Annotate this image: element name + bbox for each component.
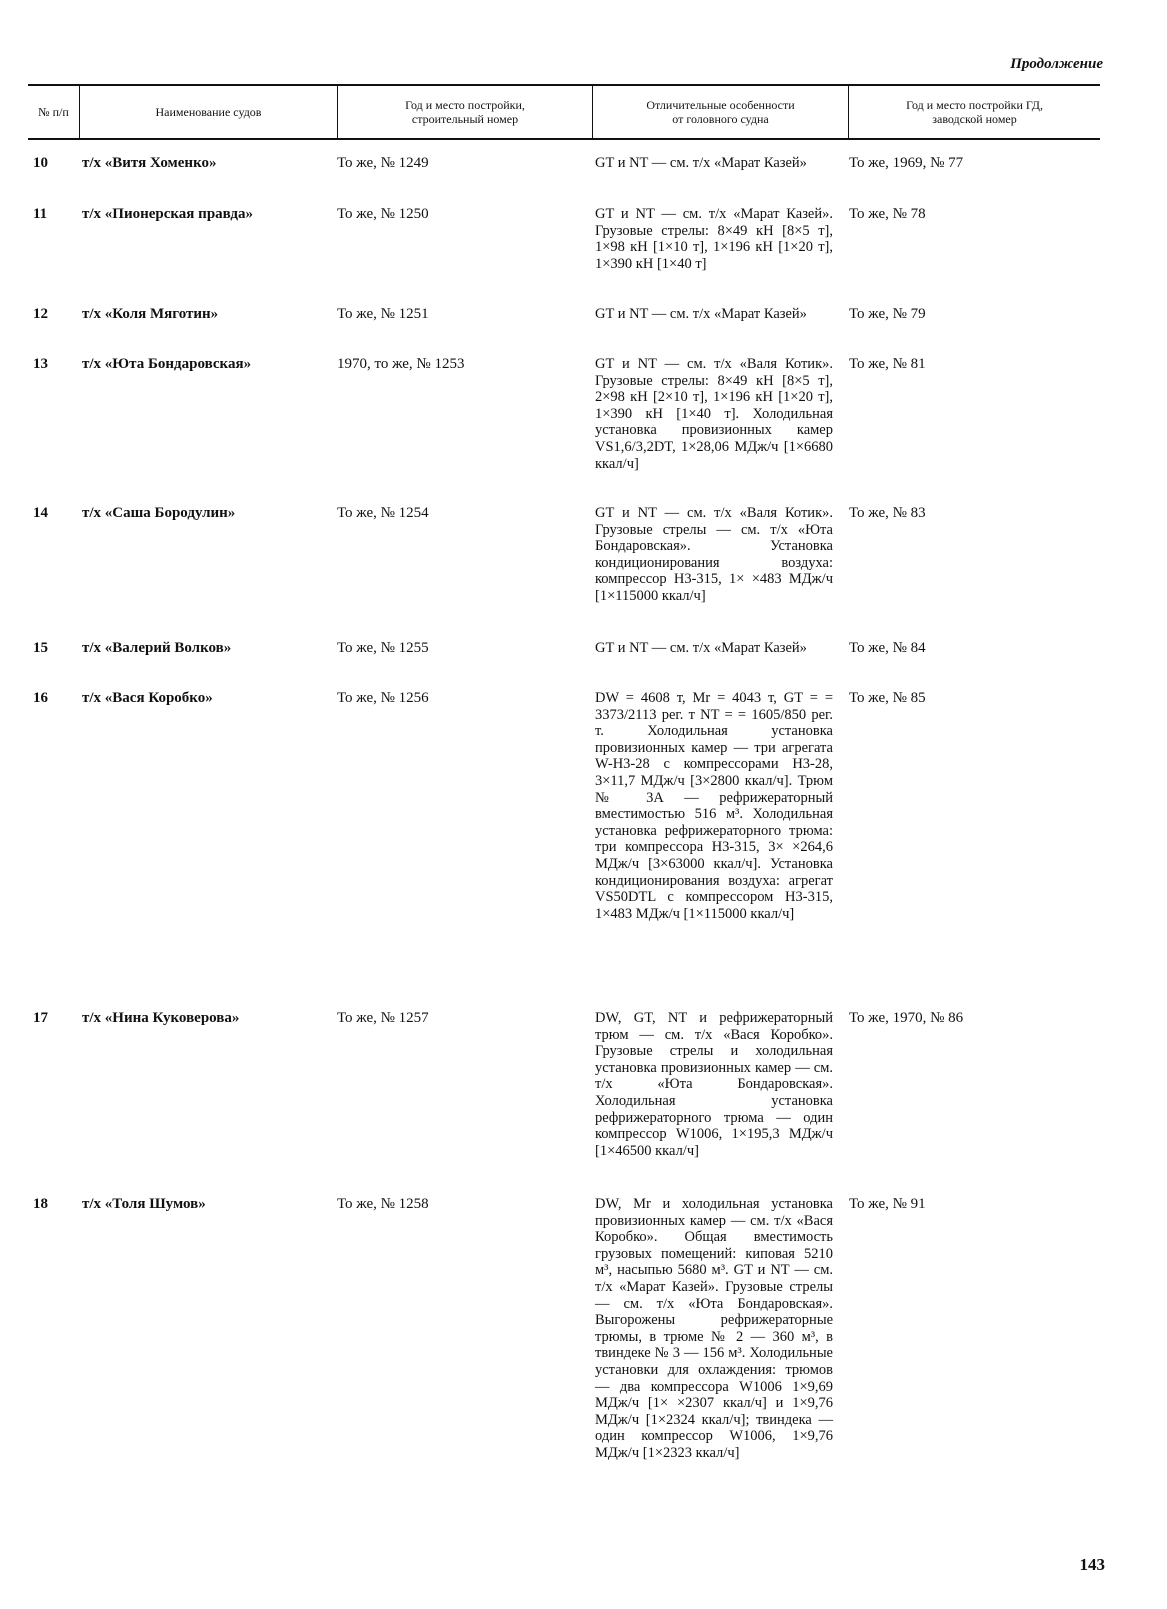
features-text: GT и NT — см. т/х «Валя Котик». Грузовые стрелы: 8×49 кН [8×5 т], 2×98 кН [2×10 т], 1×196 кН [1×20 т], 1×390 кН [1×40 т]. Холодильная установка провизионных камер VS1,6/3,2DT, 1×28,06 МДж/ч [1×6680 ккал/ч] bbox=[595, 356, 833, 472]
row-num: 14 bbox=[33, 505, 48, 521]
build-info: То же, № 1254 bbox=[337, 505, 429, 521]
features-text: DW, Mr и холодильная установка провизионных камер — см. т/х «Вася Коробко». Общая вместимость грузовых помещений: киповая 5210 м³, насыпью 5680 м³. GT и NT — см. т/х «Марат Казей». Грузовые стрелы — см. т/х «Юта Бондаровская». Выгорожены рефрижераторные трюмы, в трюме № 2 — 360 м³, в твиндеке № 3 — 156 м³. Холодильные установки для охлаждения: трюмов — два компрессора W1006 1×9,69 МДж/ч [1× ×2307 ккал/ч] и 1×9,76 МДж/ч [1×2324 ккал/ч]; твиндека — один компрессор W1006, 1×9,76 МДж/ч [1×2323 ккал/ч] bbox=[595, 1196, 833, 1461]
ship-name: т/х «Юта Бондаровская» bbox=[82, 356, 252, 372]
ship-name: т/х «Вася Коробко» bbox=[82, 690, 213, 706]
engine-info: То же, 1970, № 86 bbox=[849, 1010, 964, 1026]
continuation-label: Продолжение bbox=[1010, 56, 1103, 72]
engine-info: То же, № 84 bbox=[849, 640, 926, 656]
engine-info: То же, № 78 bbox=[849, 206, 926, 222]
build-info: То же, № 1250 bbox=[337, 206, 429, 222]
build-info: 1970, то же, № 1253 bbox=[337, 356, 465, 372]
engine-info: То же, № 91 bbox=[849, 1196, 926, 1212]
features-text: DW = 4608 т, Mr = 4043 т, GT = = 3373/2113 рег. т NT = = 1605/850 рег. т. Холодильная установка провизионных камер — три агрегата W-Н3-28 с компрессорами Н3-28, 3×11,7 МДж/ч [3×2800 ккал/ч]. Трюм № 3А — рефрижераторный вместимостью 516 м³. Холодильная установка рефрижераторного трюма: три компрессора Н3-315, 3× ×264,6 МДж/ч [3×63000 ккал/ч]. Установка кондиционирования воздуха: агрегат VS50DTL с компрессором Н3-315, 1×483 МДж/ч [1×115000 ккал/ч] bbox=[595, 690, 833, 922]
row-num: 13 bbox=[33, 356, 48, 372]
build-info: То же, № 1257 bbox=[337, 1010, 429, 1026]
features-text: DW, GT, NT и рефрижераторный трюм — см. т/х «Вася Коробко». Грузовые стрелы и холодильная установка провизионных камер — см. т/х «Юта Бондаровская». Холодильная установка рефрижераторного трюма — один компрессор W1006, 1×195,3 МДж/ч [1×46500 ккал/ч] bbox=[595, 1010, 833, 1159]
build-info: То же, № 1256 bbox=[337, 690, 429, 706]
row-num: 16 bbox=[33, 690, 48, 706]
row-num: 12 bbox=[33, 306, 48, 322]
row-num: 18 bbox=[33, 1196, 48, 1212]
engine-info: То же, 1969, № 77 bbox=[849, 155, 964, 171]
ship-name: т/х «Пионерская правда» bbox=[82, 206, 253, 222]
engine-info: То же, № 81 bbox=[849, 356, 926, 372]
engine-info: То же, № 85 bbox=[849, 690, 926, 706]
ship-name: т/х «Валерий Волков» bbox=[82, 640, 232, 656]
row-num: 10 bbox=[33, 155, 48, 171]
header-name: Наименование судов bbox=[80, 86, 338, 138]
features-text: GT и NT — см. т/х «Валя Котик». Грузовые стрелы — см. т/х «Юта Бондаровская». Установка кондиционирования воздуха: компрессор Н3-315, 1× ×483 МДж/ч [1×115000 ккал/ч] bbox=[595, 505, 833, 604]
ship-name: т/х «Витя Хоменко» bbox=[82, 155, 217, 171]
ship-name: т/х «Нина Куковерова» bbox=[82, 1010, 240, 1026]
build-info: То же, № 1249 bbox=[337, 155, 429, 171]
ship-name: т/х «Саша Бородулин» bbox=[82, 505, 236, 521]
page-number: 143 bbox=[1079, 1555, 1105, 1574]
header-built: Год и место постройки, строительный номер bbox=[338, 86, 593, 138]
features-text: GT и NT — см. т/х «Марат Казей». Грузовые стрелы: 8×49 кН [8×5 т], 1×98 кН [1×10 т], 1×196 кН [1×20 т], 1×390 кН [1×40 т] bbox=[595, 206, 833, 272]
ship-name: т/х «Толя Шумов» bbox=[82, 1196, 206, 1212]
build-info: То же, № 1251 bbox=[337, 306, 429, 322]
build-info: То же, № 1255 bbox=[337, 640, 429, 656]
header-features: Отличительные особенности от головного судна bbox=[593, 86, 849, 138]
features-text: GT и NT — см. т/х «Марат Казей» bbox=[595, 640, 807, 656]
row-num: 15 bbox=[33, 640, 48, 656]
features-text: GT и NT — см. т/х «Марат Казей» bbox=[595, 306, 807, 322]
header-num: № п/п bbox=[28, 86, 80, 138]
row-num: 11 bbox=[33, 206, 48, 222]
features-text: GT и NT — см. т/х «Марат Казей» bbox=[595, 155, 807, 171]
header-engine: Год и место постройки ГД, заводской номер bbox=[906, 98, 1043, 126]
engine-info: То же, № 83 bbox=[849, 505, 926, 521]
ship-name: т/х «Коля Мяготин» bbox=[82, 306, 219, 322]
row-num: 17 bbox=[33, 1010, 48, 1026]
table-header bbox=[28, 84, 1100, 140]
engine-info: То же, № 79 bbox=[849, 306, 926, 322]
build-info: То же, № 1258 bbox=[337, 1196, 429, 1212]
